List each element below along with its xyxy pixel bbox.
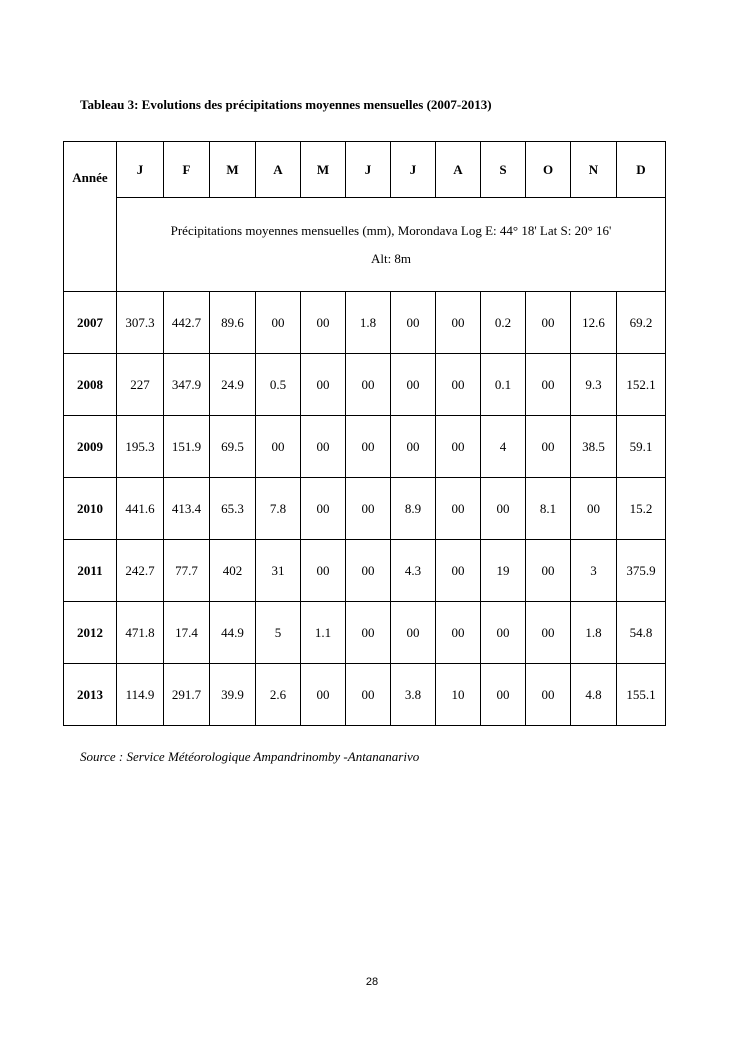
year-cell: 2007 — [64, 292, 117, 354]
page-number: 28 — [365, 976, 379, 988]
value-cell-sep: 4 — [481, 416, 526, 478]
year-cell: 2012 — [64, 602, 117, 664]
value-cell-jul: 00 — [391, 416, 436, 478]
month-header-nov: N — [571, 142, 617, 198]
value-cell-feb: 151.9 — [164, 416, 210, 478]
value-cell-aug: 10 — [436, 664, 481, 726]
value-cell-sep: 00 — [481, 664, 526, 726]
year-cell: 2010 — [64, 478, 117, 540]
value-cell-feb: 77.7 — [164, 540, 210, 602]
value-cell-may: 1.1 — [301, 602, 346, 664]
value-cell-dec: 15.2 — [617, 478, 666, 540]
description-line-2: Alt: 8m — [370, 250, 412, 266]
value-cell-nov: 12.6 — [571, 292, 617, 354]
value-cell-nov: 3 — [571, 540, 617, 602]
value-cell-mar: 89.6 — [210, 292, 256, 354]
month-header-dec: D — [617, 142, 666, 198]
value-cell-apr: 7.8 — [256, 478, 301, 540]
month-header-jan: J — [117, 142, 164, 198]
value-cell-nov: 00 — [571, 478, 617, 540]
table-description — [117, 198, 666, 292]
value-cell-aug: 00 — [436, 602, 481, 664]
value-cell-jun: 00 — [346, 478, 391, 540]
table-row — [64, 416, 666, 478]
value-cell-oct: 8.1 — [526, 478, 571, 540]
value-cell-feb: 413.4 — [164, 478, 210, 540]
value-cell-nov: 38.5 — [571, 416, 617, 478]
value-cell-sep: 00 — [481, 602, 526, 664]
value-cell-jan: 227 — [117, 354, 164, 416]
table-row — [64, 664, 666, 726]
value-cell-jul: 4.3 — [391, 540, 436, 602]
value-cell-jun: 00 — [346, 416, 391, 478]
value-cell-jan: 114.9 — [117, 664, 164, 726]
value-cell-dec: 59.1 — [617, 416, 666, 478]
value-cell-jun: 00 — [346, 664, 391, 726]
year-column-header: Année — [64, 142, 117, 292]
value-cell-apr: 0.5 — [256, 354, 301, 416]
value-cell-aug: 00 — [436, 292, 481, 354]
value-cell-mar: 69.5 — [210, 416, 256, 478]
source-note: Source : Service Météorologique Ampandrinomby -Antananarivo — [80, 749, 420, 764]
table-row — [64, 292, 666, 354]
month-header-feb: F — [164, 142, 210, 198]
value-cell-nov: 4.8 — [571, 664, 617, 726]
value-cell-mar: 402 — [210, 540, 256, 602]
value-cell-jul: 3.8 — [391, 664, 436, 726]
value-cell-nov: 9.3 — [571, 354, 617, 416]
value-cell-jul: 00 — [391, 292, 436, 354]
value-cell-sep: 19 — [481, 540, 526, 602]
month-header-row — [64, 142, 666, 198]
month-header-aug: A — [436, 142, 481, 198]
value-cell-may: 00 — [301, 478, 346, 540]
table-row — [64, 602, 666, 664]
value-cell-dec: 152.1 — [617, 354, 666, 416]
value-cell-may: 00 — [301, 416, 346, 478]
precipitation-table — [63, 141, 666, 726]
value-cell-mar: 44.9 — [210, 602, 256, 664]
value-cell-jul: 00 — [391, 602, 436, 664]
year-cell: 2013 — [64, 664, 117, 726]
value-cell-oct: 00 — [526, 540, 571, 602]
month-header-sep: S — [481, 142, 526, 198]
value-cell-apr: 00 — [256, 416, 301, 478]
value-cell-oct: 00 — [526, 602, 571, 664]
month-header-oct: O — [526, 142, 571, 198]
value-cell-feb: 442.7 — [164, 292, 210, 354]
value-cell-nov: 1.8 — [571, 602, 617, 664]
table-row — [64, 540, 666, 602]
value-cell-jan: 195.3 — [117, 416, 164, 478]
value-cell-sep: 0.2 — [481, 292, 526, 354]
value-cell-oct: 00 — [526, 292, 571, 354]
table-body — [64, 292, 666, 726]
value-cell-oct: 00 — [526, 416, 571, 478]
value-cell-mar: 24.9 — [210, 354, 256, 416]
value-cell-jun: 1.8 — [346, 292, 391, 354]
value-cell-aug: 00 — [436, 416, 481, 478]
value-cell-sep: 0.1 — [481, 354, 526, 416]
table-row — [64, 478, 666, 540]
value-cell-apr: 2.6 — [256, 664, 301, 726]
month-header-mar: M — [210, 142, 256, 198]
value-cell-may: 00 — [301, 664, 346, 726]
value-cell-oct: 00 — [526, 664, 571, 726]
value-cell-dec: 375.9 — [617, 540, 666, 602]
value-cell-jan: 471.8 — [117, 602, 164, 664]
value-cell-sep: 00 — [481, 478, 526, 540]
month-header-may: M — [301, 142, 346, 198]
value-cell-jun: 00 — [346, 354, 391, 416]
value-cell-mar: 39.9 — [210, 664, 256, 726]
value-cell-feb: 291.7 — [164, 664, 210, 726]
value-cell-jun: 00 — [346, 540, 391, 602]
month-header-jul: J — [391, 142, 436, 198]
value-cell-dec: 54.8 — [617, 602, 666, 664]
value-cell-feb: 17.4 — [164, 602, 210, 664]
table-caption: Tableau 3: Evolutions des précipitations moyennes mensuelles (2007-2013) — [80, 97, 492, 112]
value-cell-dec: 69.2 — [617, 292, 666, 354]
value-cell-may: 00 — [301, 354, 346, 416]
value-cell-oct: 00 — [526, 354, 571, 416]
value-cell-jun: 00 — [346, 602, 391, 664]
description-line-1: Précipitations moyennes mensuelles (mm), Morondava Log E: 44° 18' Lat S: 20° 16' — [170, 222, 612, 238]
value-cell-apr: 31 — [256, 540, 301, 602]
value-cell-may: 00 — [301, 292, 346, 354]
value-cell-jan: 307.3 — [117, 292, 164, 354]
value-cell-aug: 00 — [436, 540, 481, 602]
value-cell-aug: 00 — [436, 478, 481, 540]
month-header-apr: A — [256, 142, 301, 198]
value-cell-aug: 00 — [436, 354, 481, 416]
value-cell-jul: 00 — [391, 354, 436, 416]
value-cell-dec: 155.1 — [617, 664, 666, 726]
value-cell-mar: 65.3 — [210, 478, 256, 540]
year-cell: 2008 — [64, 354, 117, 416]
description-row — [64, 198, 666, 292]
year-cell: 2011 — [64, 540, 117, 602]
value-cell-jan: 242.7 — [117, 540, 164, 602]
value-cell-apr: 00 — [256, 292, 301, 354]
table-row — [64, 354, 666, 416]
value-cell-may: 00 — [301, 540, 346, 602]
value-cell-jul: 8.9 — [391, 478, 436, 540]
month-header-jun: J — [346, 142, 391, 198]
value-cell-jan: 441.6 — [117, 478, 164, 540]
value-cell-feb: 347.9 — [164, 354, 210, 416]
value-cell-apr: 5 — [256, 602, 301, 664]
year-cell: 2009 — [64, 416, 117, 478]
